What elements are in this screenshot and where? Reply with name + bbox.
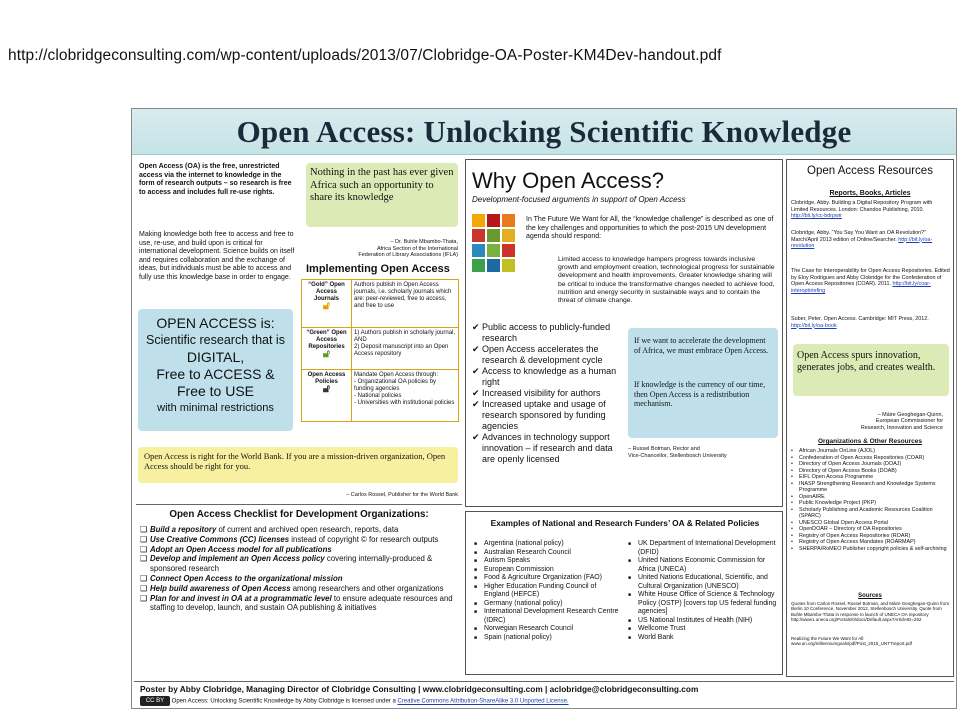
list-item: ■ United Nations Economic Commission for Africa (UNECA) bbox=[628, 557, 780, 574]
green-label-text: “Green” Open Access Repositories bbox=[306, 330, 347, 350]
resource-link[interactable]: http://bit.ly/oa-revolution bbox=[791, 236, 933, 250]
policy-item: - Universities with institutional policies bbox=[354, 400, 455, 406]
list-item: • African Journals OnLine (AJOL) bbox=[789, 448, 951, 455]
resource-3 bbox=[791, 268, 951, 294]
orgs-list bbox=[789, 448, 951, 552]
rba-title: Reports, Books, Articles bbox=[829, 190, 911, 197]
attr-line3: Research, Innovation and Science bbox=[860, 424, 943, 431]
checklist-item-rest: of current and archived open research, reports, data bbox=[216, 525, 399, 534]
mdg-icon bbox=[472, 259, 485, 272]
list-item: • INASP Strengthening Research and Knowledge Systems Programme bbox=[789, 481, 951, 494]
why-oa-subtitle: Development-focused arguments in support of Open Access bbox=[472, 195, 686, 204]
list-item: • Scholarly Publishing and Academic Resources Coalition (SPARC) bbox=[789, 507, 951, 520]
checklist-item bbox=[140, 584, 458, 594]
mdg-icon bbox=[502, 214, 515, 227]
sources-text-2: Realizing the Future We Want for All: bbox=[791, 636, 865, 641]
green-steps bbox=[352, 328, 459, 370]
worldbank-attr: – Carlos Rossel, Publisher for the World Bank bbox=[346, 492, 458, 498]
list-item: ■ European Commission bbox=[474, 566, 622, 575]
attr-line1: – Russel Botman, Rector and bbox=[628, 446, 700, 452]
green-step-1-text: Authors publish in scholarly journal, AND bbox=[354, 330, 456, 343]
sources-link-2[interactable]: www.un.org/millenniumgoals/pdf/Post_2015_UNTTreport.pdf bbox=[791, 641, 912, 647]
list-item: ✔ Increased uptake and usage of research sponsored by funding agencies bbox=[472, 399, 622, 432]
checklist-item bbox=[140, 535, 458, 545]
why-oa-points bbox=[472, 322, 622, 465]
spurs-quote-attr bbox=[793, 412, 943, 431]
cc-license-icon: CC BY bbox=[140, 696, 170, 706]
list-item: • OpenDOAR – Directory of OA Repositories bbox=[789, 526, 951, 533]
list-item: ■ United Nations Educational, Scientific, and Cultural Organization (UNESCO) bbox=[628, 574, 780, 591]
list-item: • SHERPA/RoMEO Publisher copyright policies & self-archiving bbox=[789, 546, 951, 553]
africa-quote-attr bbox=[306, 239, 458, 259]
future-text: In The Future We Want for All, the “knowledge challenge” is described as one of the key challenges and opportunities to which the post-2015 UN development agenda should respond: bbox=[526, 216, 774, 240]
development-quote-1: If we want to accelerate the development of Africa, we must embrace Open Access. bbox=[634, 336, 769, 355]
resource-text: Clobridge, Abby. “You Say You Want an OA Revolution?” March/April 2013 edition of Online/Searcher. bbox=[791, 230, 926, 243]
implementing-oa-table bbox=[301, 279, 459, 422]
policy-label bbox=[302, 370, 352, 422]
license-link[interactable]: Creative Commons Attribution-ShareAlike 3.0 Unported License. bbox=[397, 698, 569, 705]
checklist-item bbox=[140, 545, 458, 555]
list-item: • Confederation of Open Access Repositories (COAR) bbox=[789, 455, 951, 462]
checklist-item bbox=[140, 554, 458, 574]
sources-text bbox=[791, 601, 951, 623]
pdf-url: http://clobridgeconsulting.com/wp-content/uploads/2013/07/Clobridge-OA-Poster-KM4Dev-handout.pdf bbox=[8, 47, 722, 64]
table-row bbox=[302, 280, 459, 328]
oa-lock-icon: 🔓︎ bbox=[322, 348, 331, 360]
list-item: ■ Spain (national policy) bbox=[474, 634, 622, 643]
attr-line1: – Dr. Buhle Mbambo-Thata, bbox=[390, 239, 458, 245]
checklist-item-rest: covering internally-produced & sponsored research bbox=[150, 554, 433, 574]
list-item: • Directory of Open Access Journals (DOAJ) bbox=[789, 461, 951, 468]
list-item: ✔ Increased visibility for authors bbox=[472, 388, 622, 399]
oa-is-title: OPEN ACCESS is: bbox=[156, 315, 275, 331]
gold-text: Authors publish in Open Access journals, i.e. scholarly journals which are: peer-reviewed, free to access, and free to use bbox=[352, 280, 459, 328]
poster-title: Open Access: Unlocking Scientific Knowledge bbox=[236, 114, 852, 149]
resource-text: Clobridge, Abby. Building a Digital Repository Program with Limited Resources. London: Chandos Publishing, 2010. bbox=[791, 200, 933, 213]
future-quote: Limited access to knowledge hampers progress towards inclusive growth and employment creation, technological progress for sustainable development and health improvements. Greater knowledge sharing will be critical to induce the transformative changes needed to achieve food, nutrition and energy security in sustainable ways and to contain the threat of climate change. bbox=[558, 256, 775, 305]
list-item: ■ White House Office of Science & Technology Policy (OSTP) [covers top US federal funding agencies] bbox=[628, 591, 780, 617]
gold-label-text: “Gold” Open Access Journals bbox=[308, 282, 345, 302]
list-item: • UNESCO Global Open Access Portal bbox=[789, 520, 951, 527]
list-item: • Registry of Open Access Mandates (ROARMAP) bbox=[789, 539, 951, 546]
resources-panel bbox=[786, 159, 954, 677]
oa-is-line1: Scientific research that is bbox=[146, 333, 285, 347]
attr-line2: Africa Section of the International bbox=[376, 245, 458, 252]
policy-item-text: National policies bbox=[357, 393, 402, 399]
sources-text-1: Quotes from Carlos Rossel, Russel Botman, and Máire Geoghegan-Quinn from Berlin 10 Conference, November 2012, Stellenbosch University. Quote from Buhle Mbambo-Thata in response to launch of UNECA OA repository bbox=[791, 601, 950, 617]
development-quote-attr bbox=[628, 446, 758, 459]
spurs-quote: Open Access spurs innovation, generates jobs, and creates wealth. bbox=[797, 350, 936, 373]
policy-item: - Organizational OA policies by funding agencies bbox=[354, 379, 437, 392]
checklist-item-bold: Plan for and invest in OA at a programmatic level bbox=[150, 593, 332, 603]
list-item: ■ Wellcome Trust bbox=[628, 625, 780, 634]
mdg-icon bbox=[487, 244, 500, 257]
sources-link-1[interactable]: http://www1.uneca.org/Portals/0/docs/Default.aspx?ArticleID=262 bbox=[791, 617, 922, 623]
development-quote-2: If knowledge is the currency of our time, then Open Access is a redistribution mechanism. bbox=[634, 380, 766, 408]
resource-2 bbox=[791, 230, 951, 250]
checklist-item-rest: to ensure adequate resources and staffing to develop, launch, and sustain OA publishing & initiatives bbox=[150, 593, 453, 613]
list-item: ✔ Public access to publicly-funded research bbox=[472, 322, 622, 344]
checklist-item-rest: instead of copyright © for research outputs bbox=[289, 534, 439, 544]
oa-lock-icon: 🔓︎ bbox=[322, 383, 331, 395]
list-item: ■ UK Department of International Development (DFID) bbox=[628, 540, 780, 557]
list-item: ■ Higher Education Funding Council of England (HEFCE) bbox=[474, 583, 622, 600]
list-item: ■ Germany (national policy) bbox=[474, 600, 622, 609]
list-item: ✔ Advances in technology support innovation – if research and data are openly licensed bbox=[472, 432, 622, 465]
sources-text-2-block bbox=[791, 636, 951, 647]
list-item: ✔ Access to knowledge as a human right bbox=[472, 366, 622, 388]
left-panel bbox=[136, 159, 462, 503]
why-oa-panel bbox=[465, 159, 783, 507]
examples-col2 bbox=[628, 540, 780, 642]
oa-is-line2: DIGITAL, bbox=[186, 349, 245, 365]
checklist-item bbox=[140, 525, 458, 535]
checklist-title: Open Access Checklist for Development Organizations: bbox=[169, 509, 429, 520]
checklist-item-bold: Connect Open Access to the organizational mission bbox=[150, 573, 343, 583]
oa-is-text bbox=[138, 315, 293, 417]
list-item: ■ International Development Research Centre (IDRC) bbox=[474, 608, 622, 625]
resource-link[interactable]: http://bit.ly/cc-bdrpwir bbox=[791, 213, 842, 220]
gold-label bbox=[302, 280, 352, 328]
checklist-item-bold: Build a repository bbox=[150, 525, 217, 534]
poster bbox=[131, 108, 957, 709]
resources-title: Open Access Resources bbox=[807, 165, 933, 177]
examples-title: Examples of National and Research Funders’ OA & Related Policies bbox=[490, 518, 760, 528]
list-item: ■ Argentina (national policy) bbox=[474, 540, 622, 549]
poster-banner bbox=[132, 109, 956, 155]
resource-text: The Case for Interoperability for Open Access Repositories. Edited by Eloy Rodrigues and Abby Clobridge for the Confederation of Open Access Repositories (COAR). 2011. bbox=[791, 268, 950, 288]
policy-item-text: Organizational OA policies by funding agencies bbox=[354, 379, 437, 392]
sources-title: Sources bbox=[858, 593, 882, 599]
mdg-icon bbox=[502, 244, 515, 257]
resource-4 bbox=[791, 316, 951, 329]
mdg-icon bbox=[487, 259, 500, 272]
policy-intro: Mandate Open Access through: bbox=[354, 372, 439, 378]
oa-is-line4: Free to USE bbox=[176, 383, 255, 399]
attr-line2: Vice-Chancellor, Stellenbosch University bbox=[628, 452, 727, 459]
examples-panel bbox=[465, 511, 783, 675]
checklist-item-rest: among researchers and other organizations bbox=[290, 583, 444, 593]
mdg-icon bbox=[472, 244, 485, 257]
green-label bbox=[302, 328, 352, 370]
list-item: ■ Autism Speaks bbox=[474, 557, 622, 566]
list-item: • OpenAIRE bbox=[789, 494, 951, 501]
implementing-oa-heading: Implementing Open Access bbox=[306, 263, 450, 275]
attr-line1: – Máire Geoghegan-Quinn, bbox=[877, 412, 943, 418]
green-step-2: 2) Deposit manuscript into an Open Access repository bbox=[354, 344, 449, 357]
attr-line2: European Commissioner for bbox=[875, 418, 943, 425]
oa-definition: Open Access (OA) is the free, unrestricted access via the internet to knowledge in the form of research outputs – so research is free to access and includes full re-use rights. bbox=[139, 163, 292, 196]
mdg-icon bbox=[502, 259, 515, 272]
resource-1 bbox=[791, 200, 951, 220]
green-step-1: 1) Authors publish in scholarly journal, AND bbox=[354, 330, 456, 343]
policy-item: - National policies bbox=[354, 393, 402, 399]
examples-col1 bbox=[474, 540, 622, 642]
oa-lock-icon: 🔓︎ bbox=[322, 300, 331, 312]
checklist-item-bold: Develop and implement an Open Access policy bbox=[150, 554, 325, 564]
resource-link[interactable]: http://bit.ly/coar-interopbriefing bbox=[791, 281, 931, 294]
oa-is-line5: with minimal restrictions bbox=[157, 402, 274, 414]
mdg-icon bbox=[472, 214, 485, 227]
mdg-icon bbox=[472, 229, 485, 242]
resource-text: Suber, Peter. Open Access. Cambridge: MIT Press, 2012. bbox=[791, 316, 929, 322]
list-item: • Public Knowledge Project (PKP) bbox=[789, 500, 951, 507]
why-oa-title: Why Open Access? bbox=[472, 168, 664, 193]
mdg-icon bbox=[487, 214, 500, 227]
mdg-icon bbox=[487, 229, 500, 242]
policy-label-text: Open Access Policies bbox=[307, 372, 346, 385]
footer-license bbox=[140, 696, 569, 706]
checklist-item bbox=[140, 594, 458, 614]
list-item: • EIFL Open Access Programme bbox=[789, 474, 951, 481]
checklist-item bbox=[140, 574, 458, 584]
checklist-item-bold: Help build awareness of Open Access bbox=[150, 583, 291, 593]
list-item: ■ US National Institutes of Health (NIH) bbox=[628, 617, 780, 626]
green-step-2-text: Deposit manuscript into an Open Access repository bbox=[354, 344, 449, 357]
list-item: ■ Australian Research Council bbox=[474, 549, 622, 558]
oa-intro: Making knowledge both free to access and free to use, re-use, and build upon is critical for international development. Science builds on itself and requires collaboration and the exchange of ideas, but individuals must be able to access and fully use this knowledge base in order to engage. bbox=[139, 231, 295, 281]
mdg-icon bbox=[502, 229, 515, 242]
attr-line3: Federation of Library Associations (IFLA) bbox=[358, 252, 458, 258]
checklist-item-bold: Use Creative Commons (CC) licenses bbox=[150, 534, 290, 544]
license-text: Open Access: Unlocking Scientific Knowledge by Abby Clobridge is licensed under a bbox=[171, 698, 396, 705]
checklist-panel bbox=[136, 504, 462, 676]
list-item: • Directory of Open Access Books (DOAB) bbox=[789, 468, 951, 475]
africa-quote: Nothing in the past has ever given Africa such an opportunity to share its knowledge bbox=[310, 167, 454, 203]
poster-footer bbox=[134, 681, 954, 707]
list-item: ■ World Bank bbox=[628, 634, 780, 643]
footer-credit: Poster by Abby Clobridge, Managing Director of Clobridge Consulting | www.clobridgeconsulting.com | aclobridge@clobridgeconsulting.com bbox=[140, 684, 699, 694]
checklist-items bbox=[140, 525, 458, 613]
table-row bbox=[302, 370, 459, 422]
resource-link[interactable]: http://bit.ly/oa-book bbox=[791, 322, 837, 329]
list-item: ■ Food & Agriculture Organization (FAO) bbox=[474, 574, 622, 583]
orgs-title: Organizations & Other Resources bbox=[817, 438, 923, 445]
list-item: • Registry of Open Access Repositories (ROAR) bbox=[789, 533, 951, 540]
policy-item-text: Universities with institutional policies bbox=[357, 400, 455, 406]
checklist-item-bold: Adopt an Open Access model for all publications bbox=[150, 544, 332, 554]
list-item: ✔ Open Access accelerates the research & development cycle bbox=[472, 344, 622, 366]
mdg-icons bbox=[472, 214, 515, 272]
oa-is-line3: Free to ACCESS & bbox=[156, 366, 275, 382]
list-item: ■ Norwegian Research Council bbox=[474, 625, 622, 634]
policy-text bbox=[352, 370, 459, 422]
worldbank-quote: Open Access is right for the World Bank. If you are a mission-driven organization, Open Access should be right for you. bbox=[144, 451, 446, 471]
table-row bbox=[302, 328, 459, 370]
